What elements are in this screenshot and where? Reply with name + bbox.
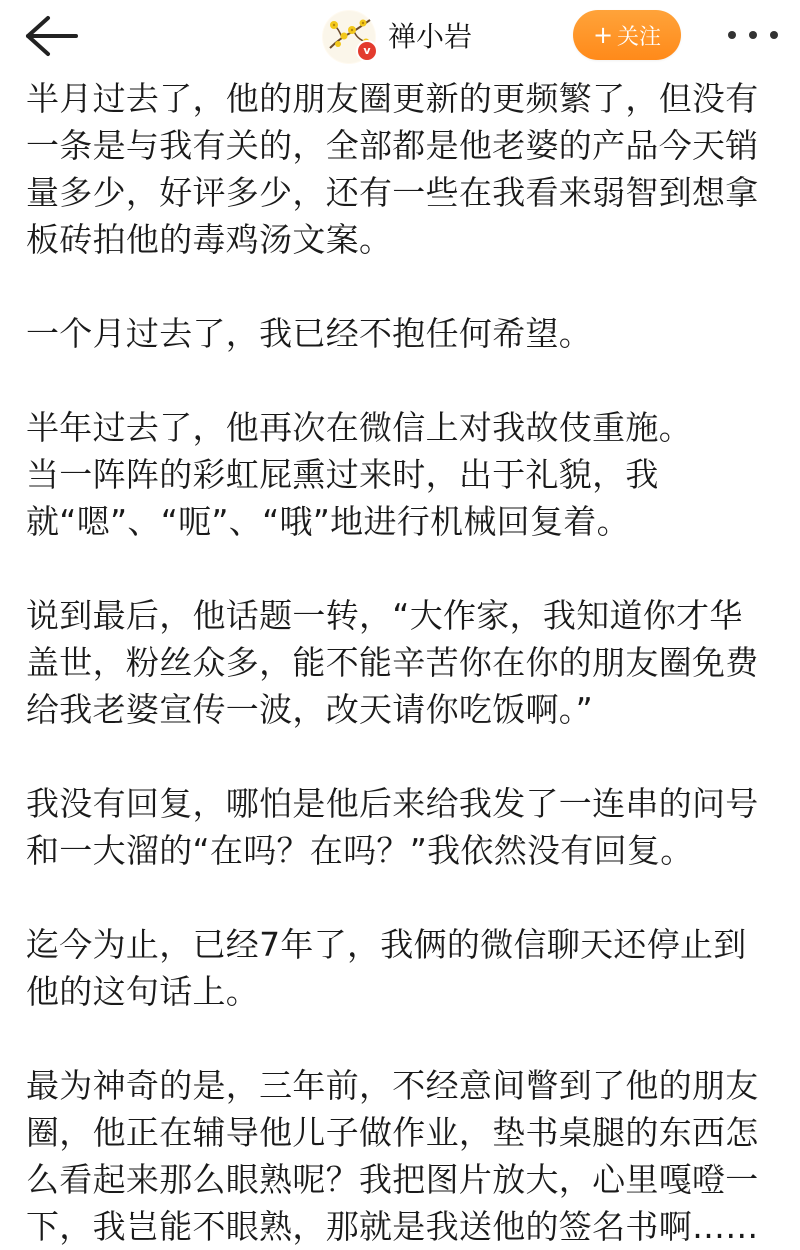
paragraph-line: 就“嗯”、“呃”、“哦”地进行机械回复着。 [26,502,630,541]
paragraph-spacer [26,733,778,780]
paragraph-line: 半月过去了，他的朋友圈更新的更频繁了，但没有 [26,79,759,118]
verified-badge-icon: v [356,40,378,62]
follow-button[interactable] [573,10,681,60]
paragraph-line: 给我老婆宣传一波，改天请你吃饭啊。” [26,690,593,729]
paragraph-line: 最为神奇的是，三年前，不经意间瞥到了他的朋友 [26,1066,759,1105]
paragraph-spacer [26,263,778,310]
article-paragraph [26,1062,778,1250]
plus-icon: + [592,21,614,49]
article-paragraph [26,75,778,263]
follow-button-label: 关注 [617,24,662,50]
article-paragraph [26,921,778,1015]
author-avatar[interactable] [322,10,376,64]
article-paragraph [26,780,778,874]
paragraph-line: 半年过去了，他再次在微信上对我故伎重施。 [26,408,692,447]
paragraph-line: 和一大溜的“在吗？在吗？”我依然没有回复。 [26,831,694,870]
article-paragraph [26,592,778,733]
paragraph-spacer [26,874,778,921]
author-username[interactable]: 禅小岩 [388,20,473,53]
paragraph-spacer [26,545,778,592]
top-navigation-bar [0,0,800,78]
paragraph-line: 一条是与我有关的，全部都是他老婆的产品今天销 [26,126,759,165]
paragraph-line: 量多少，好评多少，还有一些在我看来弱智到想拿 [26,173,759,212]
back-arrow-icon[interactable] [14,12,84,60]
paragraph-line: 迄今为止，已经7年了，我俩的微信聊天还停止到 [26,925,747,964]
paragraph-line: 一个月过去了，我已经不抱任何希望。 [26,314,593,353]
paragraph-line: 盖世，粉丝众多，能不能辛苦你在你的朋友圈免费 [26,643,759,682]
paragraph-line: 说到最后，他话题一转，“大作家，我知道你才华 [26,596,743,635]
paragraph-line: 下，我岂能不眼熟，那就是我送他的签名书啊…… [26,1207,759,1246]
paragraph-line: 圈，他正在辅导他儿子做作业，垫书桌腿的东西怎 [26,1113,759,1152]
paragraph-spacer [26,1015,778,1062]
author-profile[interactable] [322,8,472,66]
more-dots-icon[interactable] [718,20,788,50]
paragraph-line: 当一阵阵的彩虹屁熏过来时，出于礼貌，我 [26,455,659,494]
paragraph-line: 我没有回复，哪怕是他后来给我发了一连串的问号 [26,784,759,823]
paragraph-spacer [26,357,778,404]
article-body [26,75,778,1250]
article-paragraph [26,404,778,545]
article-paragraph [26,310,778,357]
paragraph-line: 么看起来那么眼熟呢？我把图片放大，心里嘎噔一 [26,1160,759,1199]
paragraph-line: 板砖拍他的毒鸡汤文案。 [26,220,393,259]
paragraph-line: 他的这句话上。 [26,972,260,1011]
